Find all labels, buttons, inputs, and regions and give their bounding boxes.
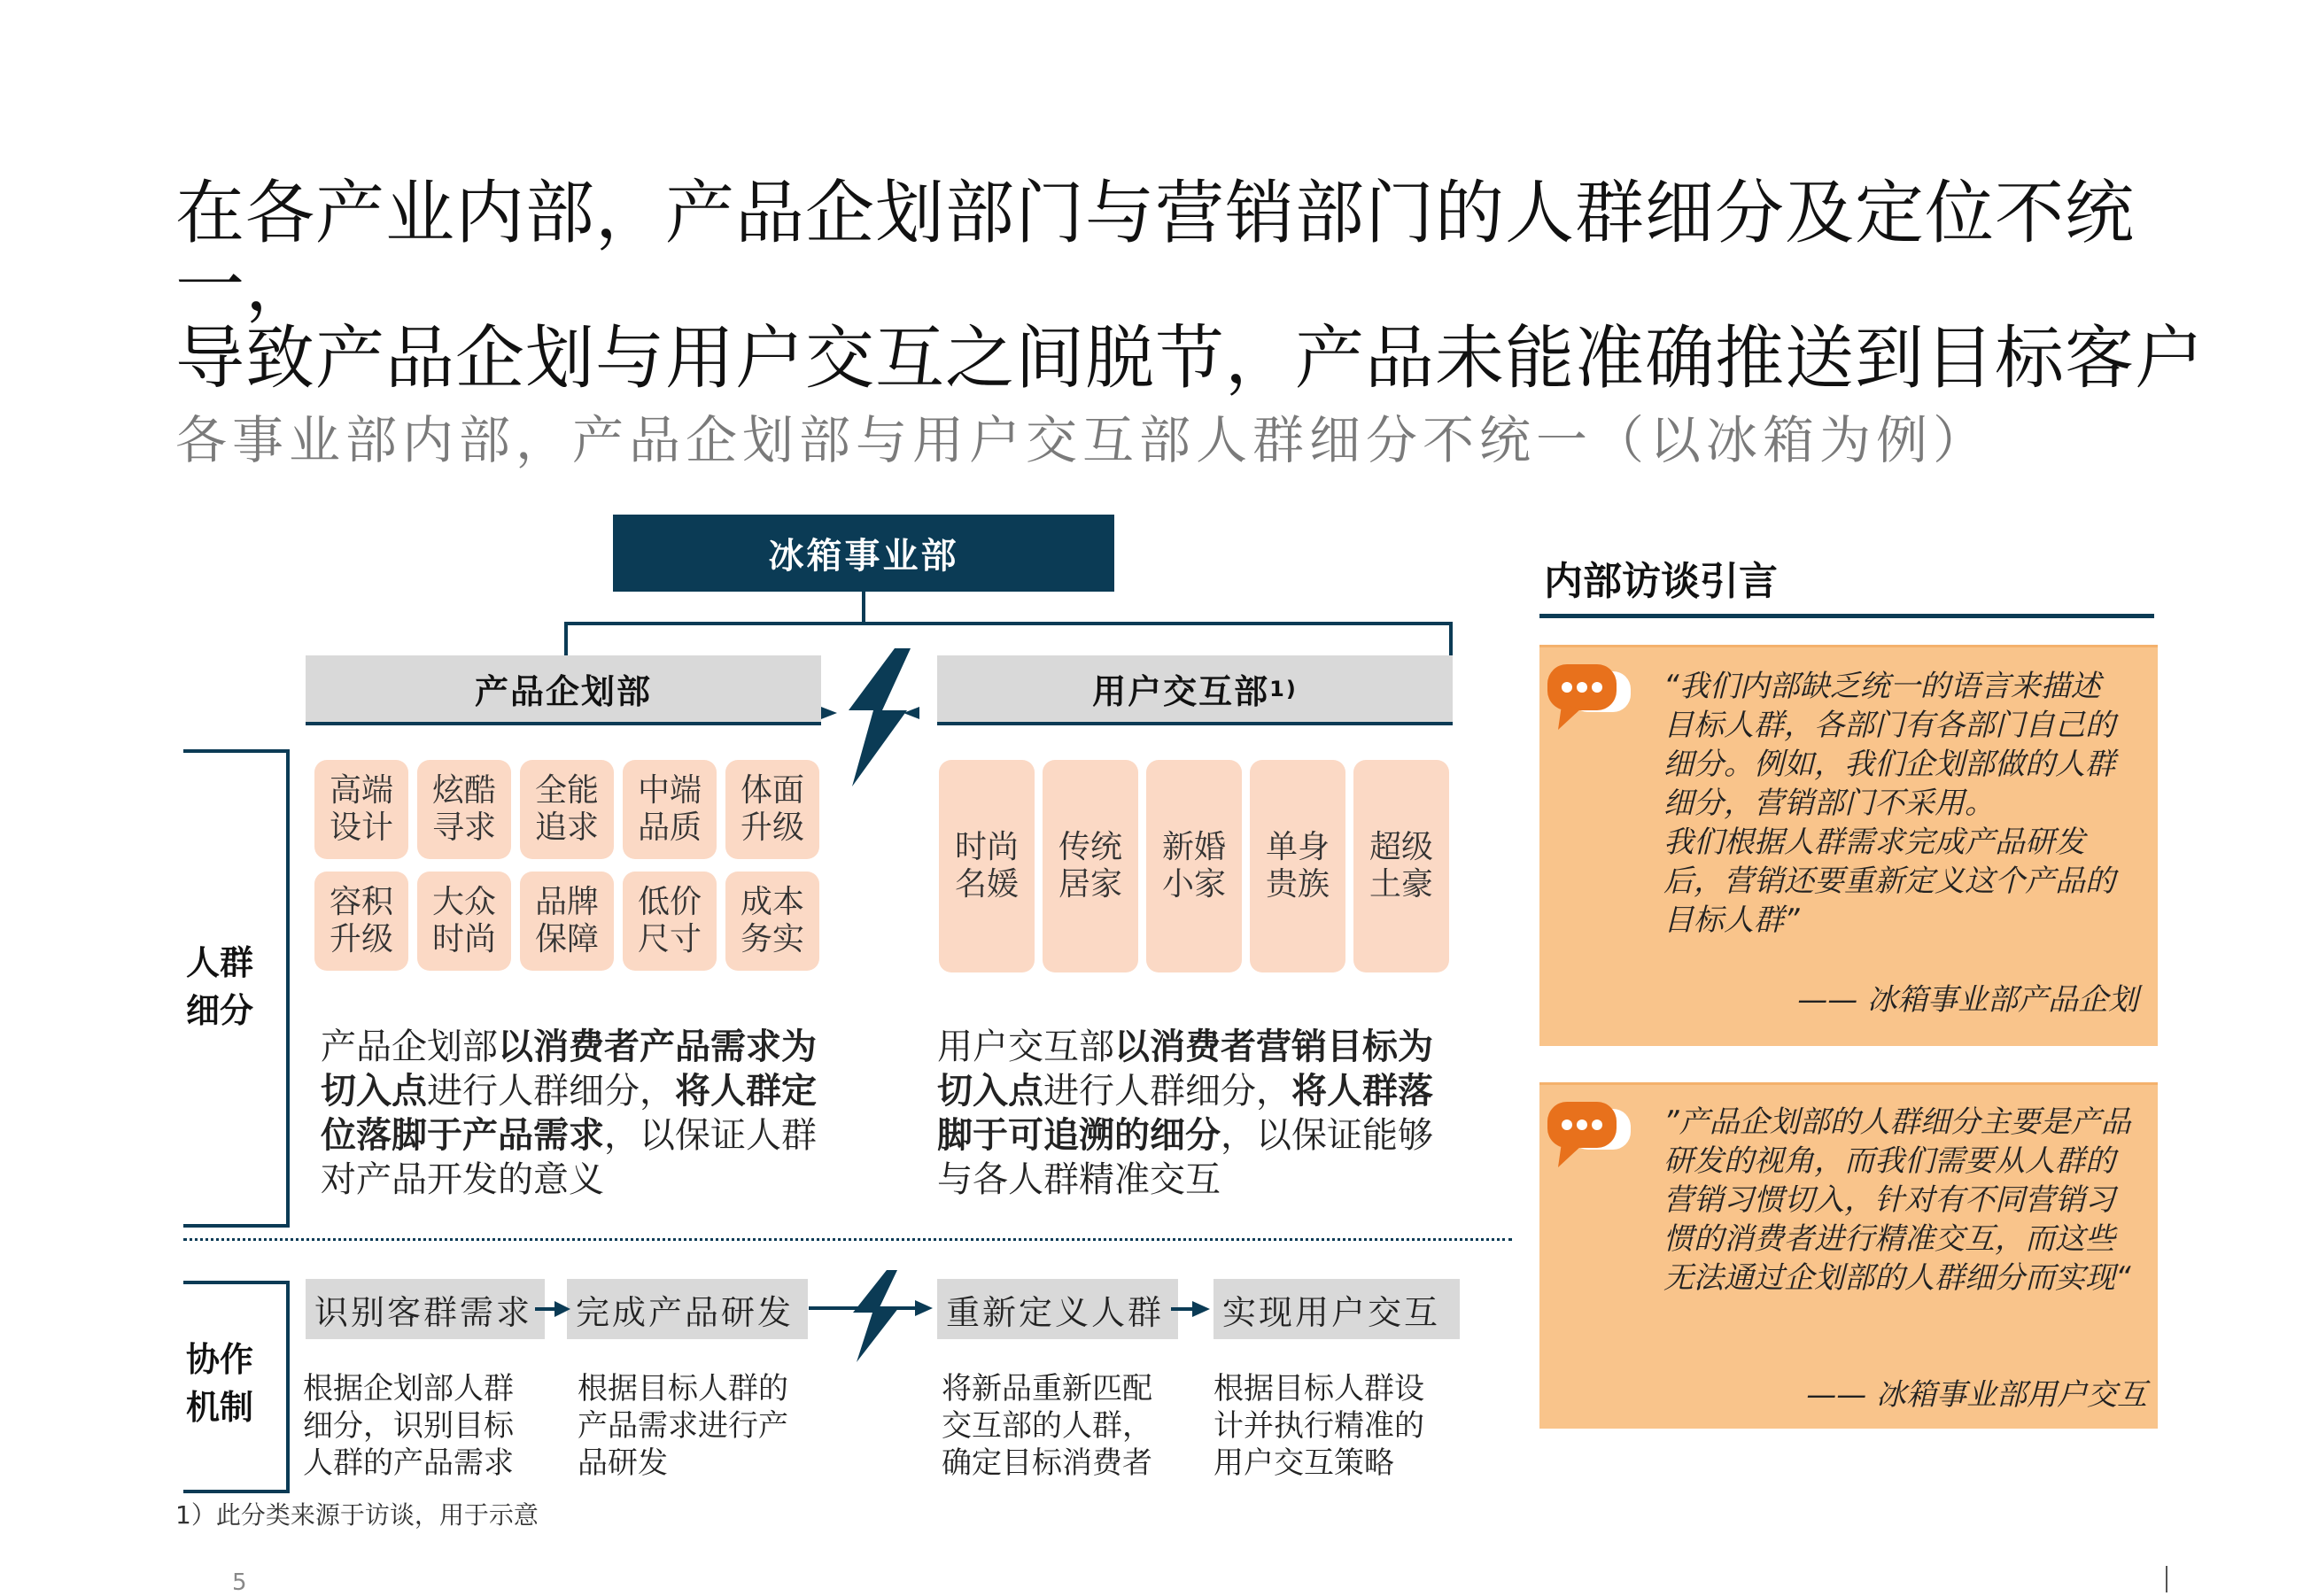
segment-tile: 炫酷 寻求 (417, 760, 511, 859)
dept-left-label: 产品企划部 (474, 672, 652, 711)
arrow-right-head (821, 707, 837, 719)
arrow-step-1-2 (531, 1293, 576, 1329)
step-1-box: 识别客群需求 (306, 1279, 545, 1339)
segment-tile: 全能 追求 (520, 760, 614, 859)
segment-tile: 成本 务实 (725, 872, 819, 971)
connector-horizontal (564, 622, 1453, 625)
right-description: 用户交互部以消费者营销目标为切入点进行人群细分，将人群落脚于可追溯的细分，以保证能够与各人群精准交互 (937, 1027, 1433, 1200)
right-segment-grid (939, 760, 1453, 972)
arrow-left-head (903, 707, 919, 719)
bracket2-vertical (286, 1281, 290, 1493)
arrow-step-3-4 (1167, 1293, 1216, 1329)
quotes-header-rule (1539, 614, 2154, 618)
step-1-desc: 根据企划部人群 细分，识别目标 人群的产品需求 (303, 1371, 514, 1481)
step-2-desc: 根据目标人群的 产品需求进行产 品研发 (578, 1371, 788, 1481)
hq-box: 冰箱事业部 (613, 515, 1114, 592)
connector-left (564, 622, 568, 655)
segment-tile: 品牌 保障 (520, 872, 614, 971)
quote-1-source: —— 冰箱事业部产品企划 (1797, 982, 2138, 1018)
quote-2-source: —— 冰箱事业部用户交互 (1806, 1377, 2147, 1413)
lightning-icon (853, 1270, 899, 1362)
quote-2-text: ”产品企划部的人群细分主要是产品研发的视角，而我们需要从人群的营销习惯切入，针对有不同营销习惯的消费者进行精准交互，而这些无法通过企划部的人群细分而实现“ (1663, 1104, 2131, 1296)
step-2-box: 完成产品研发 (567, 1279, 808, 1339)
label-collaboration: 协作 机制 (186, 1340, 254, 1427)
dept-right-label: 用户交互部 (1092, 672, 1270, 711)
speech-bubble-icon (1544, 661, 1641, 740)
segment-tile: 单身 贵族 (1250, 760, 1345, 972)
bracket2-top (183, 1281, 290, 1284)
page-title (175, 174, 2213, 399)
bracket-top (183, 749, 290, 753)
section-divider (183, 1238, 1512, 1241)
step-3-box: 重新定义人群 (937, 1279, 1178, 1339)
label-segmentation: 人群 细分 (186, 943, 254, 1030)
connector-vertical (862, 592, 865, 624)
quotes-header: 内部访谈引言 (1544, 559, 1778, 604)
segment-tile: 时尚 名媛 (939, 760, 1035, 972)
dept-left (306, 655, 821, 725)
segment-tile: 大众 时尚 (417, 872, 511, 971)
bracket-bottom (183, 1224, 290, 1228)
segment-tile: 新婚 小家 (1146, 760, 1242, 972)
corner-tick (2166, 1566, 2167, 1592)
bracket-vertical (286, 749, 290, 1228)
segment-tile: 体面 升级 (725, 760, 819, 859)
dept-right-footnote-mark: 1) (1269, 676, 1298, 701)
connector-right (1449, 622, 1453, 655)
left-segment-grid (314, 760, 828, 977)
segment-tile: 容积 升级 (314, 872, 408, 971)
step-3-desc: 将新品重新匹配 交互部的人群， 确定目标消费者 (942, 1371, 1152, 1481)
segment-tile: 高端 设计 (314, 760, 408, 859)
title-line-2: 导致产品企划与用户交互之间脱节，产品未能准确推送到目标客户 (175, 319, 2206, 399)
step-4-box: 实现用户交互 (1214, 1279, 1460, 1339)
speech-bubble-icon (1544, 1098, 1641, 1178)
quote-card-1 (1539, 645, 2158, 1046)
step-4-desc: 根据目标人群设 计并执行精准的 用户交互策略 (1214, 1371, 1424, 1481)
segment-tile: 中端 品质 (623, 760, 717, 859)
quote-card-2 (1539, 1082, 2158, 1429)
title-line-1: 在各产业内部，产品企划部门与营销部门的人群细分及定位不统一， (175, 174, 2136, 326)
segment-tile: 超级 土豪 (1353, 760, 1449, 972)
segment-tile: 传统 居家 (1043, 760, 1138, 972)
bracket2-bottom (183, 1490, 290, 1493)
dept-right (937, 655, 1453, 725)
left-description: 产品企划部以消费者产品需求为切入点进行人群细分，将人群定位落脚于产品需求，以保证人群对产品开发的意义 (321, 1027, 817, 1200)
collab-break (802, 1267, 939, 1364)
footnote: 1）此分类来源于访谈，用于示意 (175, 1500, 539, 1530)
page-number: 5 (232, 1569, 247, 1596)
lightning-icon (849, 648, 911, 786)
segment-tile: 低价 尺寸 (623, 872, 717, 971)
page-subtitle: 各事业部内部，产品企划部与用户交互部人群细分不统一（以冰箱为例） (175, 410, 1990, 470)
quote-1-text: “我们内部缺乏统一的语言来描述目标人群，各部门有各部门自己的细分。例如，我们企划部做的人群细分，营销部门不采用。 我们根据人群需求完成产品研发后，营销还要重新定义这个产品的目标人群” (1663, 669, 2115, 938)
